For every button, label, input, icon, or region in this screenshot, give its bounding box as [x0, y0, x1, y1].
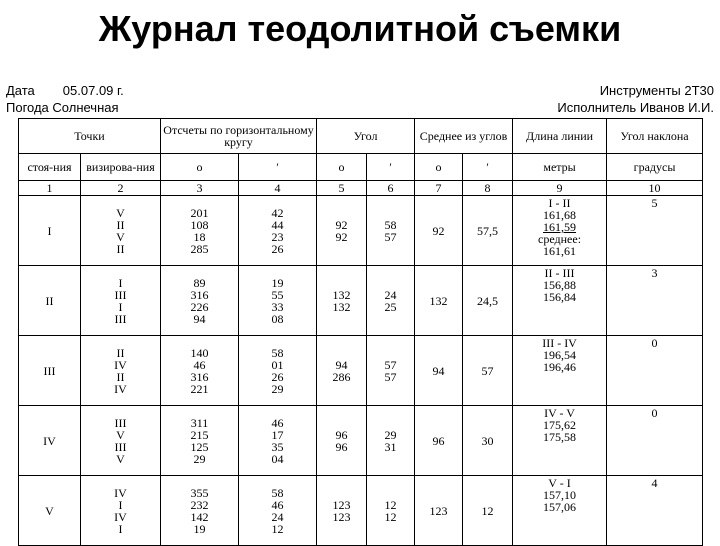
col-number: 3 [161, 181, 239, 196]
reading-deg-cell: 201 108 18 285 [161, 196, 239, 266]
angle-min-cell: 57 57 [367, 336, 415, 406]
length-line: 157,06 [543, 500, 577, 514]
station-cell: I [19, 196, 81, 266]
unit-deg: о [161, 154, 239, 181]
mean-min-cell: 57,5 [463, 196, 513, 266]
length-line: II - III [544, 266, 575, 280]
col-number: 10 [607, 181, 703, 196]
table-row [19, 196, 703, 266]
reading-deg-cell: 355 232 142 19 [161, 476, 239, 546]
length-line: 156,88 [543, 278, 577, 292]
slope-cell: 5 [607, 196, 703, 266]
length-line: 175,58 [543, 430, 577, 444]
angle-deg-cell: 96 96 [317, 406, 367, 476]
col-mean: Среднее из углов [415, 119, 513, 154]
station-cell: III [19, 336, 81, 406]
unit-meters: метры [513, 154, 607, 181]
unit-min: ′ [239, 154, 317, 181]
unit-deg: о [415, 154, 463, 181]
length-line: 157,10 [543, 488, 577, 502]
col-number: 1 [19, 181, 81, 196]
col-number: 8 [463, 181, 513, 196]
length-line: среднее: [538, 232, 582, 246]
col-number: 2 [81, 181, 161, 196]
length-line: 161,68 [543, 208, 577, 222]
table-row [19, 476, 703, 546]
mean-deg-cell: 132 [415, 266, 463, 336]
mean-deg-cell: 94 [415, 336, 463, 406]
mean-min-cell: 24,5 [463, 266, 513, 336]
length-line: 196,54 [543, 348, 577, 362]
table-row [19, 336, 703, 406]
col-number: 9 [513, 181, 607, 196]
mean-deg-cell: 92 [415, 196, 463, 266]
sighting-cell: IV I IV I [81, 476, 161, 546]
length-line: V - I [548, 476, 571, 490]
col-length: Длина линии [513, 119, 607, 154]
page-title: Журнал теодолитной съемки [98, 8, 622, 49]
angle-deg-cell: 92 92 [317, 196, 367, 266]
station-cell: II [19, 266, 81, 336]
angle-deg-cell: 94 286 [317, 336, 367, 406]
mean-deg-cell: 96 [415, 406, 463, 476]
length-line: 196,46 [543, 360, 577, 374]
length-line: IV - V [544, 406, 575, 420]
reading-min-cell: 58 46 24 12 [239, 476, 317, 546]
mean-min-cell: 57 [463, 336, 513, 406]
angle-min-cell: 29 31 [367, 406, 415, 476]
date-line [6, 83, 124, 98]
unit-min: ′ [463, 154, 513, 181]
slope-cell: 4 [607, 476, 703, 546]
reading-deg-cell: 140 46 316 221 [161, 336, 239, 406]
reading-min-cell: 42 44 23 26 [239, 196, 317, 266]
col-points: Точки [19, 119, 161, 154]
sighting-cell: III V III V [81, 406, 161, 476]
date-value: 05.07.09 г. [62, 83, 124, 98]
col-readings: Отсчеты по горизонтальному кругу [161, 119, 317, 154]
instruments-line: Инструменты 2Т30 [599, 83, 714, 98]
slope-cell: 0 [607, 406, 703, 476]
unit-degrees: градусы [607, 154, 703, 181]
reading-min-cell: 19 55 33 08 [239, 266, 317, 336]
reading-deg-cell: 311 215 125 29 [161, 406, 239, 476]
mean-deg-cell: 123 [415, 476, 463, 546]
col-number: 6 [367, 181, 415, 196]
reading-deg-cell: 89 316 226 94 [161, 266, 239, 336]
table-row [19, 406, 703, 476]
station-cell: IV [19, 406, 81, 476]
survey-journal-table [18, 118, 703, 546]
col-angle: Угол [317, 119, 415, 154]
sighting-cell: V II V II [81, 196, 161, 266]
angle-min-cell: 12 12 [367, 476, 415, 546]
mean-min-cell: 30 [463, 406, 513, 476]
length-line: 175,62 [543, 418, 577, 432]
slope-cell: 3 [607, 266, 703, 336]
angle-deg-cell: 123 123 [317, 476, 367, 546]
angle-deg-cell: 132 132 [317, 266, 367, 336]
sighting-cell: II IV II IV [81, 336, 161, 406]
sighting-cell: I III I III [81, 266, 161, 336]
header-row-units [19, 154, 703, 181]
header-row-numbers [19, 181, 703, 196]
length-line: III - IV [542, 336, 577, 350]
length-cell [513, 266, 607, 336]
executor-line: Исполнитель Иванов И.И. [557, 100, 714, 115]
col-number: 7 [415, 181, 463, 196]
col-number: 5 [317, 181, 367, 196]
length-cell [513, 196, 607, 266]
date-label: Дата [6, 83, 35, 98]
length-cell [513, 406, 607, 476]
unit-min: ′ [367, 154, 415, 181]
length-line: 161,59 [543, 220, 577, 234]
length-cell [513, 336, 607, 406]
reading-min-cell: 46 17 35 04 [239, 406, 317, 476]
col-station: стоя-ния [19, 154, 81, 181]
table-row [19, 266, 703, 336]
header-row-groups [19, 119, 703, 154]
length-line: I - II [548, 196, 571, 210]
angle-min-cell: 24 25 [367, 266, 415, 336]
weather-line: Погода Солнечная [6, 100, 119, 115]
mean-min-cell: 12 [463, 476, 513, 546]
station-cell: V [19, 476, 81, 546]
reading-min-cell: 58 01 26 29 [239, 336, 317, 406]
unit-deg: о [317, 154, 367, 181]
length-line: 156,84 [543, 290, 577, 304]
col-sighting: визирова-ния [81, 154, 161, 181]
angle-min-cell: 58 57 [367, 196, 415, 266]
col-slope: Угол наклона [607, 119, 703, 154]
slope-cell: 0 [607, 336, 703, 406]
length-line: 161,61 [543, 244, 577, 258]
col-number: 4 [239, 181, 317, 196]
length-cell [513, 476, 607, 546]
